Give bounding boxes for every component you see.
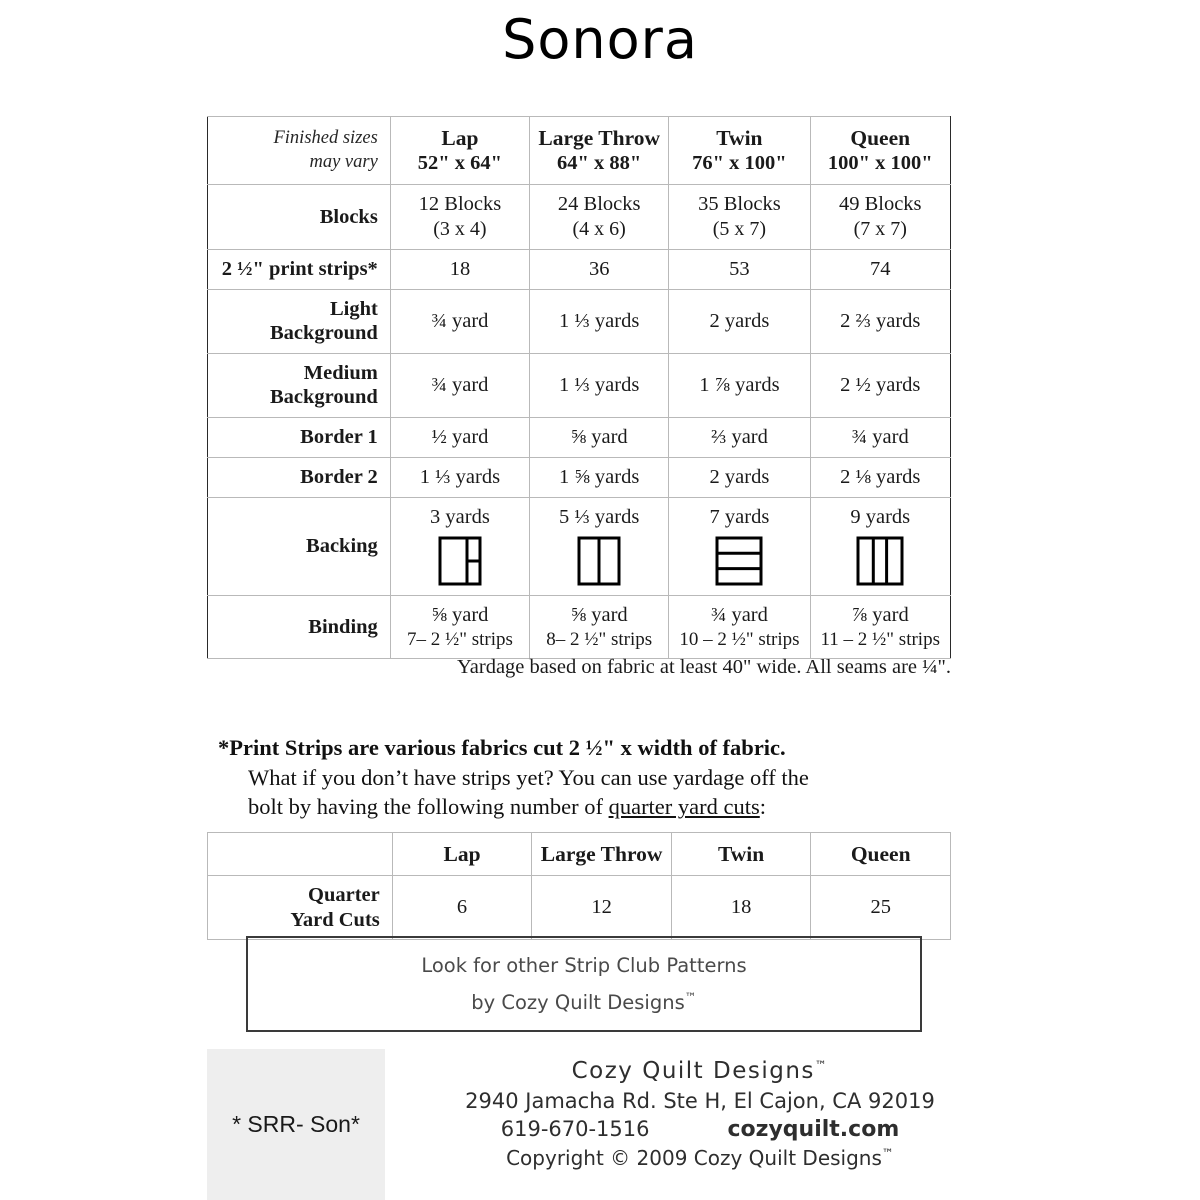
row-label-line1: Quarter <box>308 884 380 907</box>
column-header-lap <box>390 117 529 185</box>
table-row-border-1 <box>208 417 951 457</box>
cell-value: 2 ½ yards <box>840 373 921 396</box>
cell-backing-large-throw <box>530 497 669 595</box>
page-title: Sonora <box>502 8 698 71</box>
cell-light-bg-lap <box>390 289 529 353</box>
column-dims: 76" x 100" <box>692 152 787 175</box>
trademark-symbol: ™ <box>684 990 697 1005</box>
cell-value: 2 ⅔ yards <box>840 309 921 332</box>
yardage-requirements-table <box>207 116 951 659</box>
qtr-column-header-large-throw <box>532 833 672 876</box>
cell-binding-queen <box>810 595 951 658</box>
qtr-corner-cell <box>208 833 393 876</box>
row-label-line2: Background <box>269 322 378 345</box>
cell-subvalue: (4 x 6) <box>572 218 626 241</box>
promo-box <box>246 936 922 1032</box>
column-header-queen <box>810 117 951 185</box>
cell-value: ⅝ yard <box>431 603 489 626</box>
company-name: Cozy Quilt Designs <box>571 1058 815 1084</box>
finished-sizes-line1: Finished sizes <box>273 128 378 149</box>
copyright-wrap <box>400 1146 1000 1170</box>
cell-subvalue: 8– 2 ½" strips <box>546 628 653 650</box>
cell-value: 1 ⅝ yards <box>559 465 640 488</box>
finished-sizes-line2: may vary <box>309 151 378 172</box>
cell-border2-lap <box>390 457 529 497</box>
row-label-cell <box>208 289 391 353</box>
cell-subvalue: (7 x 7) <box>853 218 907 241</box>
cell-blocks-twin <box>669 185 810 249</box>
promo-line2-wrap <box>471 984 697 1021</box>
column-dims: 52" x 64" <box>417 152 503 175</box>
cell-value: 74 <box>870 257 891 280</box>
cell-print-strips-queen <box>810 249 951 289</box>
row-label-cell <box>208 353 391 417</box>
cell-value: 36 <box>588 257 610 280</box>
table-row-blocks <box>208 185 951 249</box>
table-row-print-strips <box>208 249 951 289</box>
cell-value: 9 yards <box>850 505 911 528</box>
cell-value: ⅞ yard <box>851 603 909 626</box>
cell-print-strips-twin <box>669 249 810 289</box>
cell-light-bg-twin <box>669 289 810 353</box>
cell-print-strips-lap <box>390 249 529 289</box>
cell-value: 53 <box>729 257 750 280</box>
cell-subvalue: 10 – 2 ½" strips <box>679 628 800 650</box>
cell-value: 25 <box>870 896 891 919</box>
column-dims: 100" x 100" <box>827 152 933 175</box>
cell-border2-twin <box>669 457 810 497</box>
cell-value: 35 Blocks <box>698 193 781 216</box>
row-label-line1: Medium <box>303 361 378 384</box>
finished-sizes-note-cell <box>208 117 391 185</box>
company-website[interactable]: cozyquilt.com <box>727 1117 900 1142</box>
company-phone: 619-670-1516 <box>500 1117 650 1141</box>
sku-box <box>207 1049 385 1200</box>
cell-border1-queen <box>810 417 951 457</box>
cell-binding-lap <box>390 595 529 658</box>
column-name: Queen <box>850 126 911 150</box>
three-panel-horizontal-diagram <box>679 536 799 586</box>
cell-subvalue: 11 – 2 ½" strips <box>820 628 940 650</box>
qtr-row-yard-cuts <box>208 876 951 940</box>
row-label-line2: Yard Cuts <box>290 908 380 931</box>
cell-subvalue: (3 x 4) <box>433 218 487 241</box>
row-label: Backing <box>306 535 378 558</box>
column-dims: 64" x 88" <box>557 152 642 175</box>
table-row-light-background <box>208 289 951 353</box>
cell-binding-large-throw <box>530 595 669 658</box>
cell-value: 5 ⅓ yards <box>559 505 640 528</box>
table-row-medium-background <box>208 353 951 417</box>
qtr-row-label-cell <box>208 876 393 940</box>
cell-blocks-lap <box>390 185 529 249</box>
table-row-binding <box>208 595 951 658</box>
cell-value: 2 yards <box>709 465 770 488</box>
cell-value: 7 yards <box>709 505 770 528</box>
sku-label: * SRR- Son* <box>232 1111 360 1137</box>
cell-value: 49 Blocks <box>838 193 922 216</box>
row-label-cell <box>208 185 391 249</box>
cell-value: 1 ⅞ yards <box>699 373 780 396</box>
column-name: Lap <box>441 126 479 150</box>
cell-medium-bg-twin <box>669 353 810 417</box>
row-label-cell <box>208 417 391 457</box>
qtr-column-header-lap <box>392 833 532 876</box>
cell-value: 2 yards <box>709 309 770 332</box>
column-name: Lap <box>443 842 481 866</box>
column-header-large-throw <box>530 117 669 185</box>
print-strips-heading: *Print Strips are various fabrics cut 2 ½" x width of fabric. <box>218 735 786 760</box>
two-panel-vertical-diagram <box>540 536 658 586</box>
cell-blocks-queen <box>810 185 951 249</box>
cell-border1-twin <box>669 417 810 457</box>
cell-value: ¾ yard <box>431 373 489 396</box>
cell-value: 18 <box>730 896 752 919</box>
column-name: Large Throw <box>538 126 661 150</box>
row-label: Blocks <box>319 205 378 228</box>
cell-light-bg-large-throw <box>530 289 669 353</box>
cell-value: 1 ⅓ yards <box>559 309 640 332</box>
cell-border2-queen <box>810 457 951 497</box>
trademark-symbol: ™ <box>814 1058 829 1073</box>
promo-line2: by Cozy Quilt Designs <box>471 991 685 1014</box>
cell-subvalue: 7– 2 ½" strips <box>406 628 513 650</box>
table-row-border-2 <box>208 457 951 497</box>
cell-medium-bg-large-throw <box>530 353 669 417</box>
cell-value: 2 ⅛ yards <box>840 465 921 488</box>
company-address: 2940 Jamacha Rd. Ste H, El Cajon, CA 92019 <box>465 1089 935 1113</box>
copyright-text: Copyright © 2009 Cozy Quilt Designs <box>506 1146 882 1170</box>
quarter-yard-cuts-underlined: quarter yard cuts <box>608 794 760 820</box>
lap-backing-diagram <box>401 536 519 586</box>
cell-border1-large-throw <box>530 417 669 457</box>
cell-value: ¾ yard <box>431 309 489 332</box>
trademark-symbol: ™ <box>881 1146 894 1161</box>
row-label-cell <box>208 497 391 595</box>
cell-border1-lap <box>390 417 529 457</box>
cell-medium-bg-lap <box>390 353 529 417</box>
yardage-note: Yardage based on fabric at least 40" wide. All seams are ¼". <box>457 656 951 678</box>
cell-value: 24 Blocks <box>557 193 641 216</box>
cell-backing-twin <box>669 497 810 595</box>
line3-suffix: : <box>759 794 767 820</box>
row-label: Border 1 <box>300 426 378 449</box>
row-label: Binding <box>308 615 378 638</box>
promo-line1: Look for other Strip Club Patterns <box>421 953 747 977</box>
cell-value: ⅝ yard <box>570 425 628 448</box>
cell-light-bg-queen <box>810 289 951 353</box>
qtr-column-header-twin <box>671 833 811 876</box>
column-header-twin <box>669 117 810 185</box>
row-label-line1: Light <box>329 297 378 320</box>
cell-print-strips-large-throw <box>530 249 669 289</box>
row-label-cell <box>208 457 391 497</box>
footer <box>400 1058 1000 1170</box>
cell-value: ¾ yard <box>851 425 909 448</box>
qtr-header-row <box>208 833 951 876</box>
row-label: 2 ½" print strips* <box>221 257 378 280</box>
cell-value: 1 ⅓ yards <box>419 465 501 488</box>
column-name: Twin <box>718 842 765 866</box>
print-strips-line2: What if you don’t have strips yet? You can use yardage off the <box>248 764 809 790</box>
cell-backing-lap <box>390 497 529 595</box>
table-row-backing <box>208 497 951 595</box>
row-label-line2: Background <box>269 386 378 409</box>
cell-qtr-lap <box>392 876 532 940</box>
print-strips-explanation <box>218 733 958 822</box>
column-name: Queen <box>850 842 911 866</box>
table-header-row <box>208 117 951 185</box>
column-name: Twin <box>716 126 763 150</box>
row-label-cell <box>208 595 391 658</box>
cell-value: 3 yards <box>430 505 490 528</box>
company-name-wrap <box>400 1058 1000 1084</box>
qtr-column-header-queen <box>811 833 951 876</box>
three-panel-vertical-diagram <box>821 536 941 586</box>
cell-border2-large-throw <box>530 457 669 497</box>
cell-value: 18 <box>449 257 471 280</box>
cell-binding-twin <box>669 595 810 658</box>
cell-value: ½ yard <box>431 425 489 448</box>
row-label: Border 2 <box>300 466 378 489</box>
cell-subvalue: (5 x 7) <box>712 218 767 241</box>
quarter-yard-cuts-table <box>207 832 951 940</box>
cell-value: 6 <box>456 896 468 919</box>
cell-value: 12 <box>591 896 612 919</box>
cell-value: ⅝ yard <box>570 603 628 626</box>
cell-qtr-queen <box>811 876 951 940</box>
cell-value: 12 Blocks <box>418 193 502 216</box>
cell-medium-bg-queen <box>810 353 951 417</box>
line3-prefix: bolt by having the following number of <box>248 794 609 820</box>
contact-row <box>400 1117 1000 1142</box>
cell-blocks-large-throw <box>530 185 669 249</box>
cell-value: ⅔ yard <box>710 425 768 448</box>
cell-value: ¾ yard <box>710 603 768 626</box>
column-name: Large Throw <box>540 842 663 866</box>
row-label-cell <box>208 249 391 289</box>
cell-qtr-twin <box>671 876 811 940</box>
cell-value: 1 ⅓ yards <box>559 373 640 396</box>
cell-backing-queen <box>810 497 951 595</box>
cell-qtr-large-throw <box>532 876 672 940</box>
qtr-corner-label <box>208 846 392 862</box>
print-strips-line3 <box>218 792 958 822</box>
